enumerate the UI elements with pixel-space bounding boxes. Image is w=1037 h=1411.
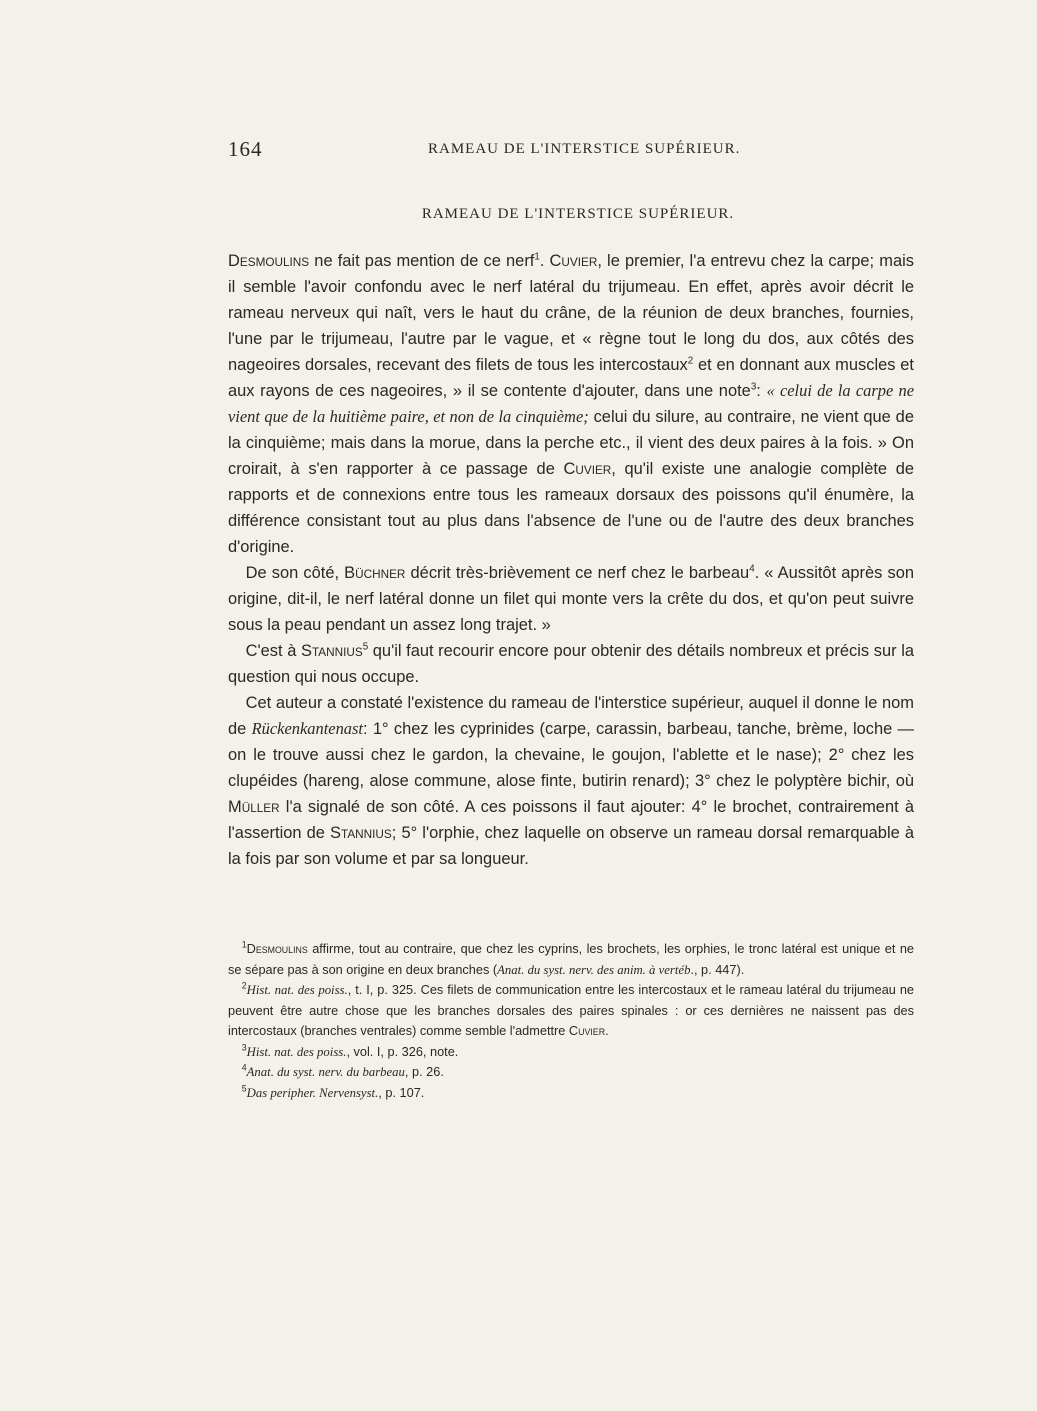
citation-title: Hist. nat. des poiss. — [246, 982, 348, 997]
citation-title: Das peripher. Nervensyst. — [246, 1084, 379, 1100]
author-name: Cuvier — [549, 251, 598, 270]
text-run: , p. 26. — [404, 1064, 444, 1079]
text-run: . — [539, 251, 550, 270]
paragraph-3 — [228, 638, 914, 690]
footnote-ref: 3 — [750, 381, 757, 393]
footnote-ref: 5 — [362, 641, 369, 653]
text-run: affirme, tout au contraire, que chez les cyprins, les brochets, les orphies, le tronc latéral est unique et ne se sépare pas à son origine en deux branches ( — [228, 941, 914, 977]
footnote-ref: 4 — [749, 563, 755, 575]
text-run: l'a signalé de son côté. A ces poissons il faut ajouter: 4° le brochet, contrairement à l'assertion de — [228, 797, 915, 842]
text-run: . « Aussitôt après son origine, dit-il, le nerf latéral donne un filet qui monte vers la crête du dos, et qu'on peut suivre sous la peau pendant un assez long trajet. » — [228, 563, 915, 634]
citation-title: Anat. du syst. nerv. des anim. à vertéb — [497, 961, 691, 977]
quotation: « celui de la carpe ne vient que de la huitième paire, et non de la cinquième; — [228, 381, 915, 426]
author-name: Büchner — [344, 563, 406, 582]
text-run: celui du silure, au contraire, ne vient que de la cinquième; mais dans la morue, dans la perche etc., il vient des deux paires à la fois. » On croirait, à s'en rapporter à ce passage de — [228, 407, 914, 478]
author-name: Stannius — [300, 641, 363, 660]
footnote-2 — [228, 980, 914, 1042]
footnote-3 — [228, 1042, 914, 1063]
paragraph-2 — [228, 560, 914, 638]
text-run: Cet auteur a constaté l'existence du rameau de l'interstice supérieur, auquel il donne le nom de — [228, 693, 914, 738]
text-run: qu'il faut recourir encore pour obtenir des détails nombreux et précis sur la question qui nous occupe. — [228, 641, 914, 686]
body-text — [228, 248, 914, 872]
footnote-number: 1 — [241, 939, 247, 950]
running-header — [228, 137, 928, 163]
text-run: , le premier, l'a entrevu chez la carpe; mais il semble l'avoir confondu avec le nerf latéral du trijumeau. En effet, après avoir décrit le rameau nerveux qui naît, vers le haut du crâne, de la réunion de deux branches, fournies, l'une par le trijumeau, l'autre par le vague, et « règne tout le long du dos, aux côtés des nageoires dorsales, recevant des filets de tous les intercostaux — [228, 251, 914, 374]
text-run: : 1° chez les cyprinides (carpe, carassin, barbeau, tanche, brème, loche — on le trouve aussi chez le gardon, la chevaine, le goujon, l'ablette et le nase); 2° chez les clupéides (hareng, alose commune, alose finte, butirin renard); 3° chez le polyptère bichir, où — [228, 719, 914, 790]
footnotes — [228, 939, 914, 1103]
author-name: Müller — [228, 797, 280, 816]
text-run: : — [756, 381, 767, 400]
text-run: C'est à — [245, 641, 301, 660]
text-run: décrit très-brièvement ce nerf chez le barbeau — [405, 563, 750, 582]
author-name: Cuvier — [568, 1023, 606, 1038]
footnote-4 — [228, 1062, 914, 1083]
author-name: Desmoulins — [246, 941, 308, 956]
running-title: RAMEAU DE L'INTERSTICE SUPÉRIEUR. — [428, 141, 741, 157]
page-number: 164 — [228, 137, 263, 161]
footnote-ref: 1 — [534, 251, 540, 263]
footnote-5 — [228, 1083, 914, 1104]
text-run: . — [605, 1023, 609, 1038]
paragraph-1 — [228, 248, 914, 560]
citation-title: Anat. du syst. nerv. du barbeau — [246, 1064, 405, 1079]
text-run: ne fait pas mention de ce nerf — [309, 251, 535, 270]
author-name: Stannius — [330, 823, 392, 842]
author-name: Cuvier — [563, 459, 612, 478]
text-run: et en donnant aux muscles et aux rayons de ces nageoires, » il se contente d'ajouter, dans une note — [228, 355, 914, 400]
text-run: , vol. I, p. 326, note. — [346, 1043, 459, 1059]
paragraph-4 — [228, 690, 914, 872]
text-run: ., p. 447). — [690, 961, 745, 977]
text-run: , p. 107. — [378, 1084, 425, 1100]
citation-title: Hist. nat. des poiss. — [246, 1043, 347, 1059]
author-name: Desmoulins — [228, 251, 310, 270]
footnote-number: 2 — [241, 980, 247, 991]
footnote-number: 3 — [241, 1042, 247, 1053]
text-run: De son côté, — [245, 563, 345, 582]
footnote-1 — [228, 939, 914, 980]
term: Rückenkantenast — [251, 719, 364, 738]
footnote-number: 5 — [241, 1083, 247, 1094]
text-run: ; 5° l'orphie, chez laquelle on observe un rameau dorsal remarquable à la fois par son volume et par sa longueur. — [228, 823, 915, 868]
footnote-ref: 2 — [687, 355, 694, 367]
footnote-number: 4 — [241, 1062, 247, 1073]
text-run: , t. I, p. 325. Ces filets de communication entre les intercostaux et le rameau latéral du trijumeau ne peuvent être autre chose que les branches dorsales des paires spinales : or ces dernières ne naissent pas des intercostaux (branches ventrales) comme semble l'admettre — [228, 982, 915, 1038]
section-title: RAMEAU DE L'INTERSTICE SUPÉRIEUR. — [421, 206, 735, 222]
text-run: , qu'il existe une analogie complète de rapports et de connexions entre tous les rameaux dorsaux des poissons qu'il énumère, la différence consistant tout au plus dans l'absence de l'une ou de l'autre des deux branches d'origine. — [228, 459, 915, 556]
